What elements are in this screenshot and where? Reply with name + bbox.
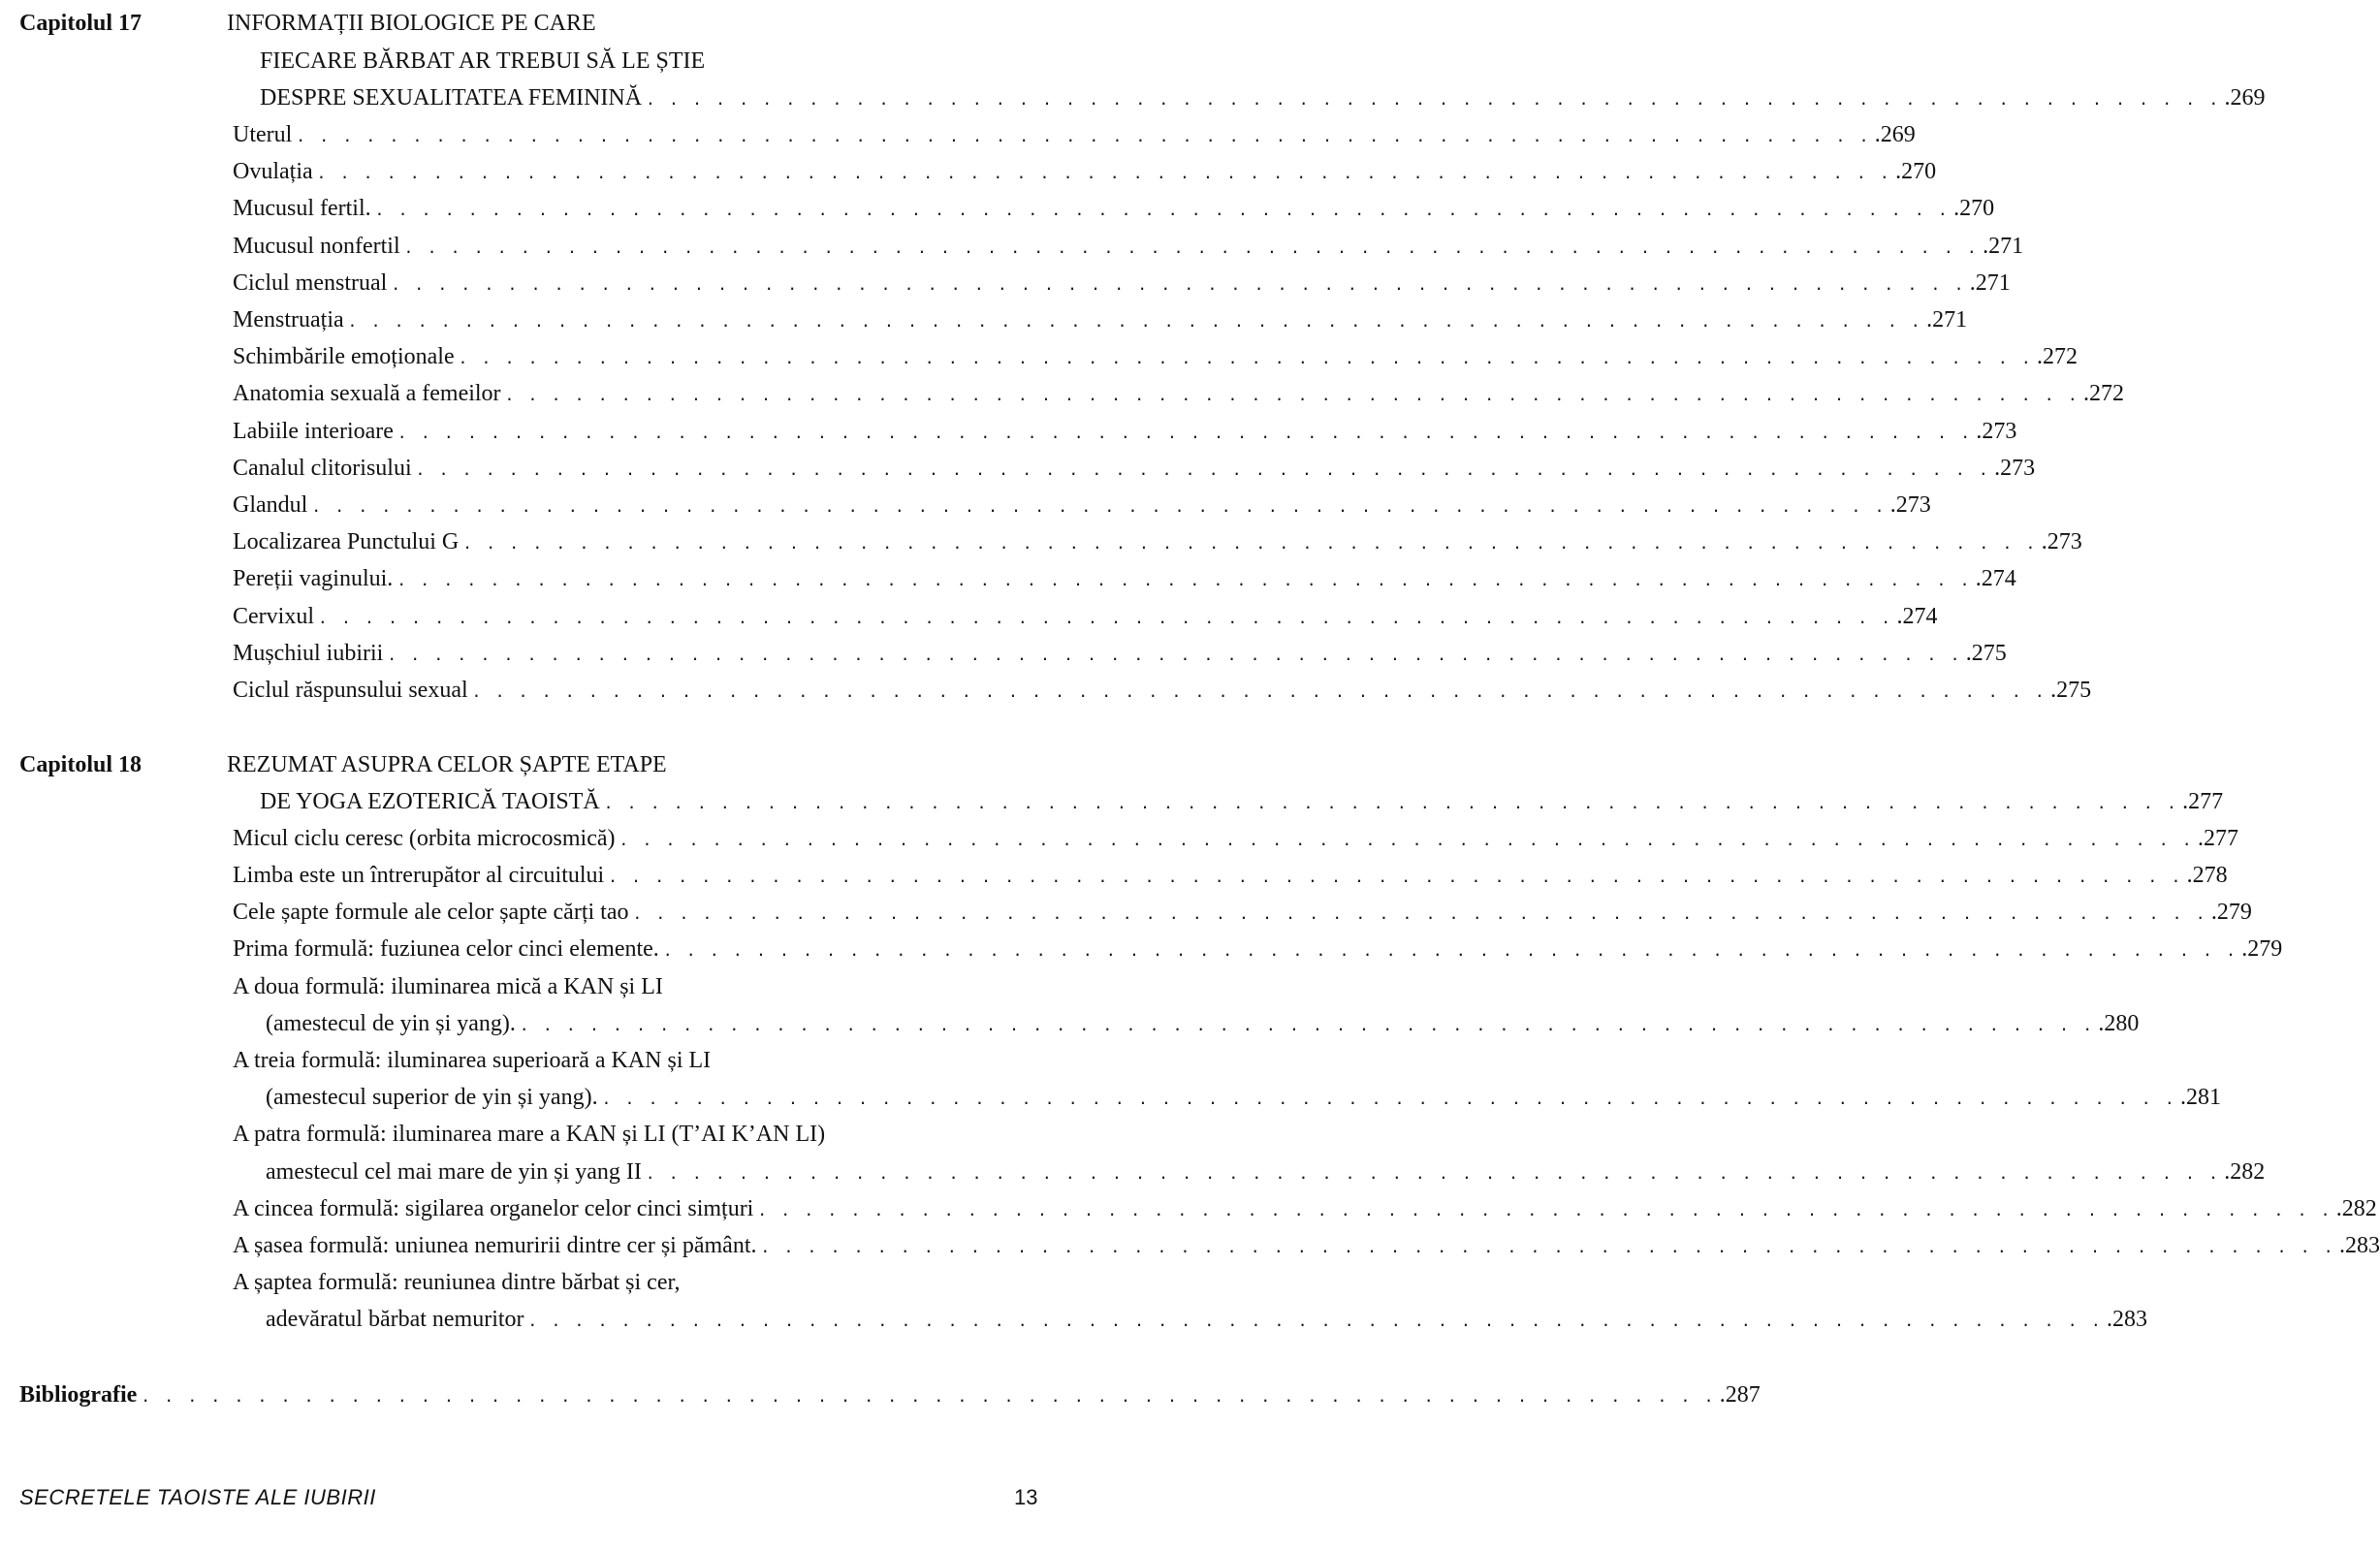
toc-entry (233, 228, 2024, 266)
entry-title: Micul ciclu ceresc (orbita microcosmică) (233, 826, 616, 851)
entry-page: .270 (1895, 159, 1937, 184)
toc-entry (233, 820, 2238, 858)
entry-title: Schimbările emoționale (233, 344, 455, 369)
entry-page: .283 (2338, 1233, 2380, 1258)
toc-entry (233, 523, 2082, 561)
chapter-18-title-text: DE YOGA EZOTERICĂ TAOISTĂ (260, 789, 600, 814)
toc-entry (233, 635, 2007, 673)
dot-leader: . . . . . . . . . . . . . . . . . . . . . . . . . . . . . . . . . . . . . . . . . . . . . . . . . . . . . . . . . . . . . . . . . . . . (458, 349, 2034, 367)
toc-entry (233, 931, 2283, 968)
entry-page: .275 (2050, 678, 2092, 703)
entry-treia-line-2: (amestecul superior de yin și yang). (266, 1085, 598, 1110)
dot-leader: . . . . . . . . . . . . . . . . . . . . . . . . . . . . . . . . . . . . . . . . . . . . . . . . . . . . . . . . . . . . . . . . . . . . (608, 868, 2183, 886)
entry-title: Localizarea Punctului G (233, 529, 460, 554)
toc-entry (233, 1190, 2377, 1228)
toc-entry (233, 672, 2092, 710)
dot-leader: . . . . . . . . . . . . . . . . . . . . . . . . . . . . . . . . . . . . . . . . . . . . . . . . . . . . . . . . . . . . . . . . . . . . (415, 460, 1991, 479)
dot-leader: . . . . . . . . . . . . . . . . . . . . . . . . . . . . . . . . . . . . . . . . . . . . . . . . . . . . . . . . . . . . . . . . . . . . (403, 238, 1980, 257)
toc-entry (233, 560, 2016, 598)
entry-page: .279 (2210, 900, 2252, 925)
toc-entry (266, 1154, 2266, 1191)
dot-leader: . . . . . . . . . . . . . . . . . . . . . . . . . . . . . . . . . . . . . . . . . . . . . . . . . . . . . . . . . . . . . . . . . . . . (391, 275, 1966, 294)
bibliography-entry (19, 1377, 1761, 1414)
entry-saptea-line-1: A șaptea formulă: reuniunea dintre bărbat și cer, (233, 1270, 681, 1295)
entry-page: .271 (1926, 307, 1968, 332)
entry-title: Menstruația (233, 307, 344, 332)
entry-page: .279 (2241, 936, 2283, 962)
chapter-17-title-line-1: INFORMAȚII BIOLOGICE PE CARE (227, 11, 596, 36)
entry-title: Labiile interioare (233, 419, 394, 444)
entry-page: .272 (2083, 381, 2124, 406)
chapter-18-title-line-1: REZUMAT ASUPRA CELOR ȘAPTE ETAPE (227, 752, 667, 777)
chapter-18-label: Capitolul 18 (19, 752, 143, 777)
chapter-17-title-line-2: FIECARE BĂRBAT AR TREBUI SĂ LE ȘTIE (260, 48, 706, 74)
entry-saptea-line-2: adevăratul bărbat nemuritor (266, 1307, 524, 1332)
toc-entry (233, 598, 1938, 636)
dot-leader: . . . . . . . . . . . . . . . . . . . . . . . . . . . . . . . . . . . . . . . . . . . . . . . . . . . . . . . . . . . . . . . . . . . . (757, 1201, 2332, 1219)
entry-doua-line-2: (amestecul de yin și yang). (266, 1011, 516, 1036)
entry-page: .283 (2106, 1307, 2147, 1332)
chapter-18-title-line-2 (260, 783, 2224, 821)
dot-leader: . . . . . . . . . . . . . . . . . . . . . . . . . . . . . . . . . . . . . . . . . . . . . . . . . . . . . . . . . . . . . . . . . . . . (347, 312, 1923, 331)
chapter-17-title-line-3 (260, 79, 2266, 117)
entry-page: .281 (2180, 1085, 2221, 1110)
chapter-18-page: .277 (2182, 789, 2224, 814)
dot-leader: . . . . . . . . . . . . . . . . . . . . . . . . . . . . . . . . . . . . . . . . . . . . . . . . . . . . . . . . . . . . . . . . . . . . (397, 571, 1972, 589)
page-number: 13 (1014, 1485, 1038, 1509)
entry-page: .269 (1874, 122, 1916, 147)
dot-leader: . . . . . . . . . . . . . . . . . . . . . . . . . . . . . . . . . . . . . . . . . . . . . . . . . . . . . . . . . . . . . . . . . . . . (296, 127, 1871, 145)
entry-title: Limba este un întrerupător al circuitului (233, 863, 605, 888)
toc-entry (233, 116, 1916, 154)
entry-title: Cele șapte formule ale celor șapte cărți tao (233, 900, 629, 925)
dot-leader: . . . . . . . . . . . . . . . . . . . . . . . . . . . . . . . . . . . . . . . . . . . . . . . . . . . . . . . . . . . . . . . . . . . . (645, 1164, 2221, 1183)
entry-page: .273 (1976, 419, 2017, 444)
entry-page: .273 (2041, 529, 2082, 554)
entry-title: A șasea formulă: uniunea nemuririi dintre cer și pământ. (233, 1233, 757, 1258)
entry-page: .273 (1994, 456, 2036, 481)
entry-title: Mucusul fertil. (233, 196, 371, 221)
toc-entry (233, 413, 2017, 451)
bibliography-title: Bibliografie (19, 1382, 138, 1408)
entry-patra-line-2: amestecul cel mai mare de yin și yang II (266, 1159, 642, 1185)
entry-title: Cervixul (233, 604, 314, 629)
running-footer-title: SECRETELE TAOISTE ALE IUBIRII (19, 1485, 376, 1509)
toc-entry (233, 894, 2252, 932)
dot-leader: . . . . . . . . . . . . . . . . . . . . . . . . . . . . . . . . . . . . . . . . . . . . . . . . . . . . . . . . . . . . . . . . . . . . (646, 90, 2221, 109)
dot-leader: . . . . . . . . . . . . . . . . . . . . . . . . . . . . . . . . . . . . . . . . . . . . . . . . . . . . . . . . . . . . . . . . . . . . (374, 201, 1951, 219)
entry-page: .282 (2335, 1196, 2377, 1221)
entry-page: .282 (2224, 1159, 2266, 1185)
toc-entry (266, 1301, 2147, 1339)
entry-page: .275 (1965, 641, 2007, 666)
entry-page: .278 (2186, 863, 2228, 888)
dot-leader: . . . . . . . . . . . . . . . . . . . . . . . . . . . . . . . . . . . . . . . . . . . . . . . . . . . . . . . . . . . . . . . . . . . . (397, 424, 1973, 442)
entry-page: .273 (1889, 492, 1931, 518)
toc-entry (266, 1005, 2140, 1043)
dot-leader: . . . . . . . . . . . . . . . . . . . . . . . . . . . . . . . . . . . . . . . . . . . . . . . . . . . . . . . . . . . . . . . . . . . . (519, 1016, 2095, 1034)
entry-title: Mușchiul iubirii (233, 641, 384, 666)
entry-treia-line-1: A treia formulă: iluminarea superioară a KAN și LI (233, 1048, 712, 1073)
entry-page: .272 (2037, 344, 2079, 369)
toc-entry (233, 1227, 2380, 1265)
toc-entry (266, 1079, 2221, 1117)
dot-leader: . . . . . . . . . . . . . . . . . . . . . . . . . . . . . . . . . . . . . . . . . . . . . . . . . . . . . . . . . . . . . . . . . . . . (318, 609, 1893, 627)
entry-title: Glandul (233, 492, 308, 518)
entry-title: Uterul (233, 122, 293, 147)
entry-title: Canalul clitorisului (233, 456, 412, 481)
chapter-17-label: Capitolul 17 (19, 11, 143, 36)
entry-page: .274 (1975, 566, 2016, 591)
entry-title: Ciclul răspunsului sexual (233, 678, 468, 703)
entry-title: Anatomia sexuală a femeilor (233, 381, 501, 406)
toc-entry (233, 301, 1968, 339)
dot-leader: . . . . . . . . . . . . . . . . . . . . . . . . . . . . . . . . . . . . . . . . . . . . . . . . . . . . . . . . . . . . . . . . . . . . (632, 904, 2207, 923)
entry-title: Pereții vaginului. (233, 566, 394, 591)
entry-title: A cincea formulă: sigilarea organelor celor cinci simțuri (233, 1196, 754, 1221)
entry-patra-line-1: A patra formulă: iluminarea mare a KAN și LI (T’AI K’AN LI) (233, 1122, 826, 1147)
entry-page: .271 (1969, 270, 2011, 296)
toc-entry (233, 487, 1931, 524)
entry-title: Mucusul nonfertil (233, 234, 400, 259)
toc-entry (233, 265, 2011, 302)
dot-leader: . . . . . . . . . . . . . . . . . . . . . . . . . . . . . . . . . . . . . . . . . . . . . . . . . . . . . . . . . . . . . . . . . . . . (601, 1090, 2176, 1108)
toc-entry (233, 190, 1995, 228)
dot-leader: . . . . . . . . . . . . . . . . . . . . . . . . . . . . . . . . . . . . . . . . . . . . . . . . . . . . . . . . . . . . . . . . . . . . (504, 386, 2079, 404)
entry-page: .280 (2098, 1011, 2140, 1036)
entry-page: .274 (1896, 604, 1938, 629)
entry-title: Prima formulă: fuziunea celor cinci elemente. (233, 936, 659, 962)
dot-leader: . . . . . . . . . . . . . . . . . . . . . . . . . . . . . . . . . . . . . . . . . . . . . . . . . . . . . . . . . . . . . . . . . . . . (387, 646, 1962, 664)
dot-leader: . . . . . . . . . . . . . . . . . . . . . . . . . . . . . . . . . . . . . . . . . . . . . . . . . . . . . . . . . . . . . . . . . . . . (603, 794, 2179, 812)
entry-doua-line-1: A doua formulă: iluminarea mică a KAN și LI (233, 974, 663, 999)
entry-page: .277 (2197, 826, 2238, 851)
entry-page: .270 (1953, 196, 1995, 221)
dot-leader: . . . . . . . . . . . . . . . . . . . . . . . . . . . . . . . . . . . . . . . . . . . . . . . . . . . . . . . . . . . . . . . . . . . . (471, 682, 2047, 701)
entry-title: Ovulația (233, 159, 313, 184)
toc-entry (233, 153, 1937, 191)
toc-entry (233, 857, 2228, 895)
bibliography-page: .287 (1719, 1382, 1761, 1408)
dot-leader: . . . . . . . . . . . . . . . . . . . . . . . . . . . . . . . . . . . . . . . . . . . . . . . . . . . . . . . . . . . . . . . . . . . . (760, 1238, 2335, 1256)
dot-leader: . . . . . . . . . . . . . . . . . . . . . . . . . . . . . . . . . . . . . . . . . . . . . . . . . . . . . . . . . . . . . . . . . . . . (619, 831, 2194, 849)
entry-title: Ciclul menstrual (233, 270, 388, 296)
dot-leader: . . . . . . . . . . . . . . . . . . . . . . . . . . . . . . . . . . . . . . . . . . . . . . . . . . . . . . . . . . . . . . . . . . . . (527, 1312, 2103, 1330)
dot-leader: . . . . . . . . . . . . . . . . . . . . . . . . . . . . . . . . . . . . . . . . . . . . . . . . . . . . . . . . . . . . . . . . . . . . (311, 497, 1887, 516)
entry-page: .271 (1983, 234, 2024, 259)
dot-leader: . . . . . . . . . . . . . . . . . . . . . . . . . . . . . . . . . . . . . . . . . . . . . . . . . . . . . . . . . . . . . . . . . . . . (316, 164, 1892, 182)
toc-entry (233, 338, 2079, 376)
toc-entry (233, 375, 2124, 413)
chapter-17-page: .269 (2224, 85, 2266, 111)
dot-leader: . . . . . . . . . . . . . . . . . . . . . . . . . . . . . . . . . . . . . . . . . . . . . . . . . . . . . . . . . . . . . . . . . . . . (662, 941, 2238, 960)
dot-leader: . . . . . . . . . . . . . . . . . . . . . . . . . . . . . . . . . . . . . . . . . . . . . . . . . . . . . . . . . . . . . . . . . . . . (462, 534, 2038, 553)
chapter-17-title-text: DESPRE SEXUALITATEA FEMININĂ (260, 85, 643, 111)
toc-entry (233, 450, 2036, 488)
dot-leader: . . . . . . . . . . . . . . . . . . . . . . . . . . . . . . . . . . . . . . . . . . . . . . . . . . . . . . . . . . . . . . . . . . . . (141, 1387, 1716, 1406)
